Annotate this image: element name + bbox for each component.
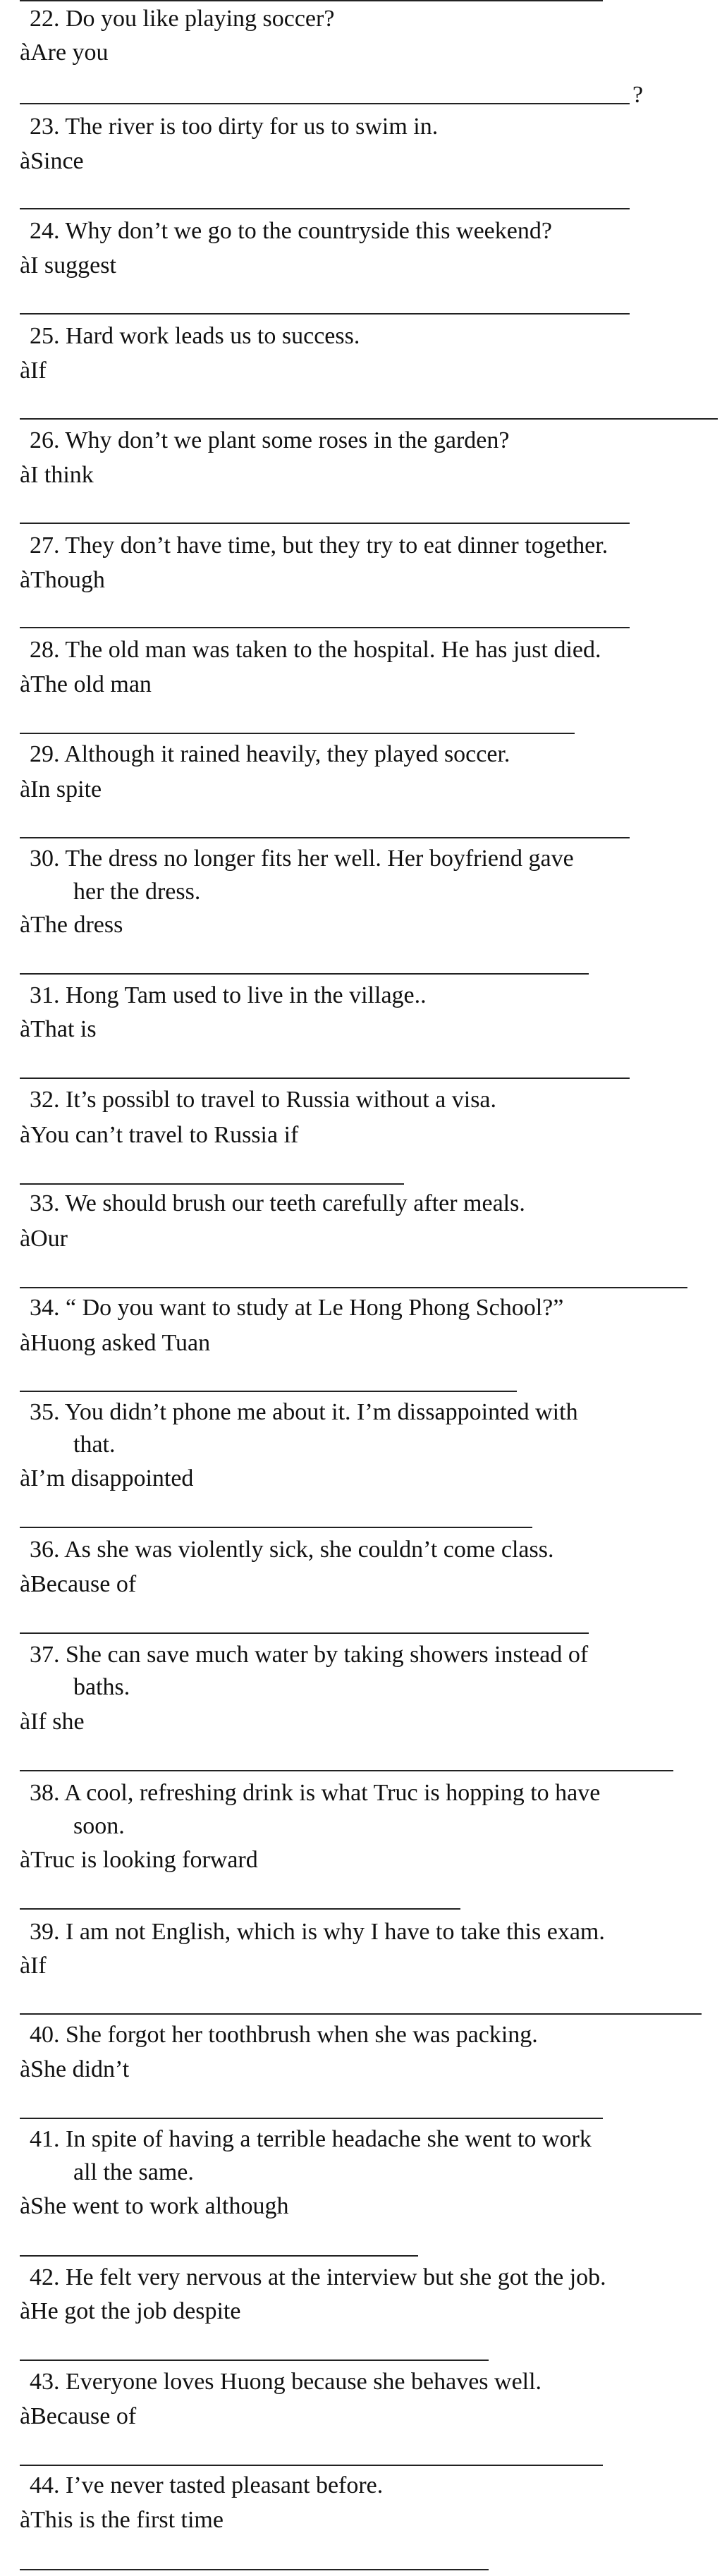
answer-line <box>20 313 630 315</box>
answer-line <box>20 1527 532 1528</box>
answer-prompt: àThe dress <box>20 912 123 938</box>
answer-line <box>20 2013 702 2015</box>
answer-prompt: àI think <box>20 462 94 488</box>
question-text: soon. <box>73 1813 125 1839</box>
answer-prompt: àHuong asked Tuan <box>20 1330 211 1356</box>
answer-prompt: àThis is the first time <box>20 2507 224 2533</box>
question-text: 42. He felt very nervous at the interview but she got the job. <box>30 2264 606 2290</box>
question-text: all the same. <box>73 2159 194 2185</box>
question-text: 22. Do you like playing soccer? <box>30 6 335 32</box>
answer-prompt: àIf <box>20 1953 47 1979</box>
question-text: 23. The river is too dirty for us to swim in. <box>30 114 439 140</box>
answer-line <box>20 1183 404 1185</box>
answer-line <box>20 103 630 104</box>
question-text: 33. We should brush our teeth carefully after meals. <box>30 1190 525 1216</box>
question-text: 24. Why don’t we go to the countryside this weekend? <box>30 218 552 244</box>
answer-line <box>20 1908 460 1910</box>
answer-line <box>20 627 630 628</box>
answer-line <box>20 973 589 975</box>
answer-line <box>20 523 630 524</box>
question-text: 36. As she was violently sick, she couldn’t come class. <box>30 1537 554 1563</box>
answer-prompt: àBecause of <box>20 2403 137 2429</box>
answer-prompt: àI’m disappointed <box>20 1465 194 1491</box>
question-text: 35. You didn’t phone me about it. I’m dissappointed with <box>30 1399 578 1425</box>
answer-line <box>20 1287 687 1288</box>
question-text: 26. Why don’t we plant some roses in the garden? <box>30 427 510 453</box>
answer-line <box>20 733 575 734</box>
answer-line <box>20 1632 589 1634</box>
answer-line <box>20 2360 489 2361</box>
question-text: 44. I’ve never tasted pleasant before. <box>30 2472 384 2498</box>
answer-line <box>20 418 718 420</box>
answer-line <box>20 2255 418 2257</box>
answer-line <box>20 1770 673 1771</box>
answer-prompt: àThat is <box>20 1016 97 1042</box>
answer-suffix: ? <box>632 82 644 108</box>
answer-prompt: àIf <box>20 358 47 384</box>
answer-prompt: àBecause of <box>20 1571 137 1597</box>
answer-line <box>20 208 630 209</box>
question-text: 25. Hard work leads us to success. <box>30 323 360 349</box>
answer-line <box>20 1078 630 1079</box>
answer-prompt: àThough <box>20 567 105 593</box>
answer-prompt: àIf she <box>20 1709 85 1735</box>
question-text: that. <box>73 1432 116 1458</box>
answer-prompt: àHe got the job despite <box>20 2298 241 2324</box>
question-text: 29. Although it rained heavily, they played soccer. <box>30 741 510 767</box>
question-text: 40. She forgot her toothbrush when she was packing. <box>30 2022 538 2048</box>
question-text: 43. Everyone loves Huong because she behaves well. <box>30 2369 542 2395</box>
answer-line <box>20 2465 603 2466</box>
answer-prompt: àSince <box>20 148 84 174</box>
question-text: 27. They don’t have time, but they try to eat dinner together. <box>30 532 608 558</box>
answer-line <box>20 0 603 1</box>
answer-prompt: àOur <box>20 1226 68 1252</box>
question-text: 32. It’s possibl to travel to Russia without a visa. <box>30 1087 497 1113</box>
answer-prompt: àI suggest <box>20 252 116 279</box>
question-text: 30. The dress no longer fits her well. Her boyfriend gave <box>30 846 574 872</box>
answer-line <box>20 2569 489 2570</box>
question-text: 37. She can save much water by taking showers instead of <box>30 1642 589 1668</box>
answer-prompt: àAre you <box>20 39 109 66</box>
question-text: her the dress. <box>73 879 201 905</box>
answer-prompt: àTruc is looking forward <box>20 1847 258 1873</box>
answer-prompt: àYou can’t travel to Russia if <box>20 1122 299 1148</box>
answer-prompt: àShe didn’t <box>20 2056 130 2082</box>
answer-prompt: àThe old man <box>20 671 152 697</box>
question-text: 41. In spite of having a terrible headache she went to work <box>30 2126 592 2152</box>
question-text: baths. <box>73 1674 130 1700</box>
answer-prompt: àShe went to work although <box>20 2193 289 2219</box>
question-text: 31. Hong Tam used to live in the village.. <box>30 982 427 1008</box>
question-text: 39. I am not English, which is why I have to take this exam. <box>30 1919 605 1945</box>
question-text: 34. “ Do you want to study at Le Hong Phong School?” <box>30 1295 564 1321</box>
question-text: 28. The old man was taken to the hospital. He has just died. <box>30 637 601 663</box>
answer-line <box>20 837 630 838</box>
question-text: 38. A cool, refreshing drink is what Truc is hopping to have <box>30 1780 601 1806</box>
answer-prompt: àIn spite <box>20 776 102 802</box>
answer-line <box>20 1391 517 1392</box>
answer-line <box>20 2118 603 2119</box>
